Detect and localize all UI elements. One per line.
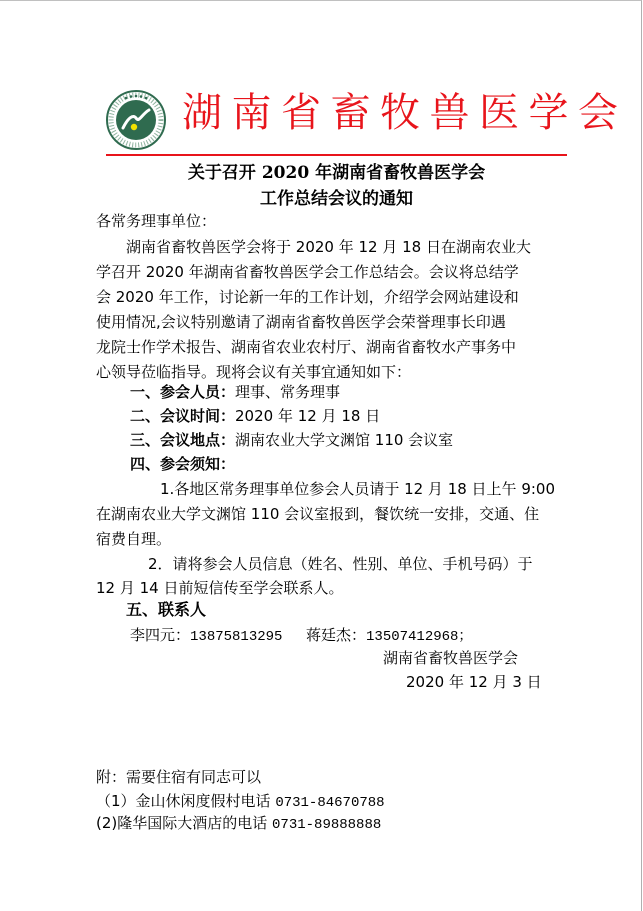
item-attendees <box>130 380 340 404</box>
item-label: 二、会议时间： <box>130 407 236 425</box>
contact-phone: 13507412968； <box>366 629 473 645</box>
appendix-hotel-2 <box>96 811 381 837</box>
org-header-title: 湖南省畜牧兽医学会 <box>182 90 628 136</box>
contact-name: 蒋廷杰： <box>306 626 367 644</box>
note-1-line: 1.各地区常务理事单位参会人员请于 12 月 18 日上午 9:00 <box>160 480 556 498</box>
contact-heading: 五、联系人 <box>126 600 207 619</box>
note-2-line: 2．请将参会人员信息（姓名、性别、单位、手机号码）于 <box>148 555 533 573</box>
item-label: 三、会议地点： <box>130 431 236 449</box>
intro-line: 龙院士作学术报告、湖南省农业农村厅、湖南省畜牧水产事务中 <box>96 338 517 356</box>
item-time <box>130 404 380 428</box>
header-red-divider <box>106 154 567 156</box>
item-notes <box>130 452 235 476</box>
signature-org: 湖南省畜牧兽医学会 <box>383 649 519 667</box>
intro-line: 湖南省畜牧兽医学会将于 2020 年 12 月 18 日在湖南农业大 <box>126 238 531 256</box>
intro-line: 会 2020 年工作，讨论新一年的工作计划，介绍学会网站建设和 <box>96 288 519 306</box>
note-1-line: 宿费自理。 <box>96 530 172 548</box>
notice-title-line-1: 关于召开 2020 年湖南省畜牧兽医学会 <box>187 163 486 183</box>
contact-phone: 13875813295 <box>190 629 283 645</box>
signature-date: 2020 年 12 月 3 日 <box>406 673 542 691</box>
item-label: 一、参会人员： <box>130 383 236 401</box>
item-value: 湖南农业大学文渊馆 110 会议室 <box>235 431 454 449</box>
item-value: 理事、常务理事 <box>235 383 341 401</box>
contact-name: 李四元： <box>130 626 191 644</box>
intro-line: 学召开 2020 年湖南省畜牧兽医学会工作总结会。会议将总结学 <box>96 263 519 281</box>
society-emblem-logo-icon <box>106 90 166 150</box>
hotel-phone: 0731-84670788 <box>275 795 385 811</box>
salutation: 各常务理事单位： <box>96 212 217 230</box>
hotel-phone: 0731-89888888 <box>272 817 382 833</box>
item-location <box>130 428 453 452</box>
notice-title-line-2: 工作总结会议的通知 <box>260 189 413 209</box>
intro-line: 使用情况,会议特别邀请了湖南省畜牧兽医学会荣誉理事长印遇 <box>96 313 506 331</box>
hotel-label: (2)隆华国际大酒店的电话 <box>96 814 273 832</box>
item-value: 2020 年 12 月 18 日 <box>235 407 381 425</box>
note-1-line: 在湖南农业大学文渊馆 110 会议室报到，餐饮统一安排，交通、住 <box>96 505 540 523</box>
item-label: 四、参会须知： <box>130 455 236 473</box>
appendix-heading: 附：需要住宿有同志可以 <box>96 768 262 786</box>
note-2-line: 12 月 14 日前短信传至学会联系人。 <box>96 579 344 597</box>
hotel-label: （1）金山休闲度假村电话 <box>96 792 276 810</box>
intro-line: 心领导莅临指导。现将会议有关事宜通知如下： <box>96 363 412 381</box>
